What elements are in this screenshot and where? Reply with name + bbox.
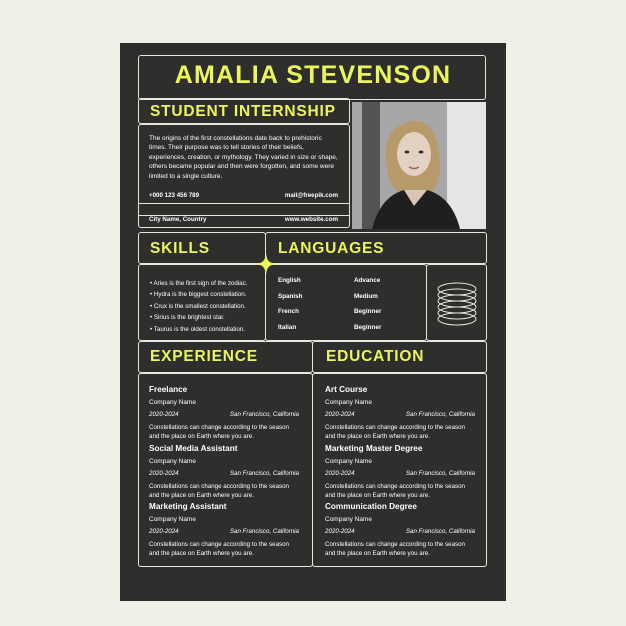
- skill-item: • Aries is the first sign of the zodiac.: [150, 280, 248, 287]
- entry-years: 2020-2024: [325, 411, 355, 418]
- language-row: [278, 277, 381, 293]
- education-entry: [325, 502, 475, 558]
- entry-company: Company Name: [325, 458, 372, 465]
- entry-place: San Francisco, California: [405, 528, 475, 535]
- entry-desc: Constellations can change according to the season and the place on Earth where you are.: [149, 483, 289, 499]
- entry-title: Marketing Master Degree: [325, 444, 423, 453]
- education-entry: [325, 385, 475, 441]
- experience-title: EXPERIENCE: [150, 348, 258, 365]
- entry-company: Company Name: [325, 399, 372, 406]
- entry-title: Freelance: [149, 385, 188, 394]
- entry-years: 2020-2024: [325, 470, 355, 477]
- skill-item-text: Crux is the smallest constellation.: [153, 302, 246, 310]
- skills-title: SKILLS: [150, 240, 210, 257]
- location-text: City Name, Country: [149, 216, 207, 223]
- language-level: Advance: [354, 277, 381, 284]
- entry-company: Company Name: [149, 516, 196, 523]
- phone-text: +000 123 456 789: [149, 192, 200, 199]
- language-name: Spanish: [278, 292, 303, 300]
- entry-place: San Francisco, California: [229, 470, 299, 477]
- experience-entry: [149, 444, 299, 500]
- education-title: EDUCATION: [326, 348, 425, 365]
- entry-place: San Francisco, California: [229, 411, 299, 418]
- entry-desc: Constellations can change according to the season and the place on Earth where you are.: [325, 541, 465, 557]
- language-level: Beginner: [354, 308, 382, 316]
- entry-place: San Francisco, California: [405, 411, 475, 418]
- sparkle-star-icon: [254, 252, 278, 276]
- entry-meta: [149, 470, 299, 477]
- entry-company: Company Name: [149, 399, 196, 406]
- entry-desc: Constellations can change according to the season and the place on Earth where you are.: [149, 541, 289, 557]
- skills-list: [150, 280, 250, 337]
- experience-entry: [149, 385, 299, 441]
- skill-item: • Taurus is the oldest constellation.: [150, 325, 245, 333]
- language-name: French: [278, 308, 299, 316]
- language-level: Beginner: [354, 323, 382, 331]
- experience-entry: [149, 502, 299, 558]
- skill-item-text: Aries is the first sign of the zodiac.: [153, 280, 248, 287]
- entry-desc: Constellations can change according to the season and the place on Earth where you are.: [149, 424, 289, 440]
- entry-meta: [149, 411, 299, 418]
- entry-title: Marketing Assistant: [149, 502, 227, 511]
- summary-text: The origins of the first constellations date back to prehistoric times. Their purpose was to tell stories of their beliefs, experiences, creation, or mythology. They varied in size or shape, others became popular and then were forgotten, and some were limited to a single culture.: [149, 135, 338, 180]
- resume-page: [120, 43, 506, 601]
- resume-name: AMALIA STEVENSON: [174, 61, 452, 89]
- stacked-rings-icon: [427, 265, 488, 342]
- entry-meta: [325, 470, 475, 477]
- entry-years: 2020-2024: [325, 528, 355, 535]
- rings-box: [426, 264, 487, 341]
- entry-meta: [325, 411, 475, 418]
- language-row: [278, 308, 381, 324]
- language-row: [278, 324, 381, 340]
- entry-place: San Francisco, California: [405, 470, 475, 477]
- skill-item-text: Sirius is the brightest star.: [153, 314, 225, 322]
- skill-item: • Crux is the smallest constellation.: [150, 302, 246, 310]
- position-title: STUDENT INTERNSHIP: [150, 103, 336, 120]
- entry-desc: Constellations can change according to the season and the place on Earth where you are.: [325, 483, 465, 499]
- portrait-photo: [352, 102, 486, 229]
- entry-years: 2020-2024: [149, 528, 179, 535]
- website-text: www.website.com: [284, 216, 338, 223]
- languages-title: LANGUAGES: [278, 240, 385, 257]
- language-level: Medium: [354, 292, 378, 300]
- language-name: English: [278, 277, 301, 284]
- entry-years: 2020-2024: [149, 470, 179, 477]
- skill-item: • Sirius is the brightest star.: [150, 314, 225, 322]
- entry-meta: [149, 528, 299, 535]
- language-row: [278, 293, 381, 309]
- skill-item-text: Taurus is the oldest constellation.: [153, 325, 245, 333]
- entry-years: 2020-2024: [149, 411, 179, 418]
- education-entry: [325, 444, 475, 500]
- entry-meta: [325, 528, 475, 535]
- entry-title: Social Media Assistant: [149, 444, 238, 453]
- entry-title: Art Course: [325, 385, 368, 394]
- languages-list: [278, 277, 381, 339]
- entry-place: San Francisco, California: [229, 528, 299, 535]
- entry-company: Company Name: [325, 516, 372, 523]
- skill-item: • Hydra is the biggest constellation.: [150, 291, 247, 299]
- entry-title: Communication Degree: [325, 502, 417, 511]
- language-name: Italian: [278, 323, 297, 331]
- email-text: mail@freepik.com: [284, 192, 338, 199]
- entry-company: Company Name: [149, 458, 196, 465]
- skill-item-text: Hydra is the biggest constellation.: [153, 291, 247, 299]
- entry-desc: Constellations can change according to the season and the place on Earth where you are.: [325, 424, 465, 440]
- contact-divider-1: [138, 203, 350, 204]
